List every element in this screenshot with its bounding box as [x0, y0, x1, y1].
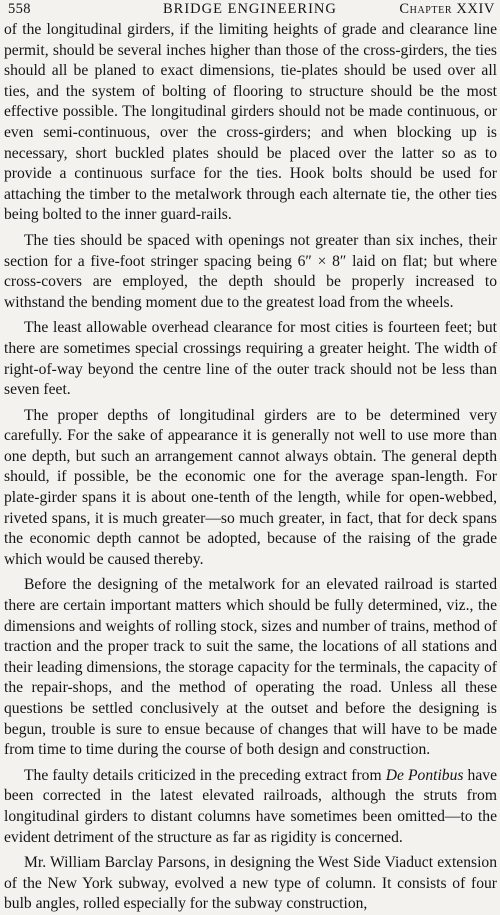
- faulty-text-after: have been corrected in the latest elevated railroads, although the struts from longitudinal girders to distant columns have sometimes been omitted—to the evident detriment of the structure as far as rigidity is concerned.: [4, 766, 497, 846]
- paragraph-girder-depths: The proper depths of longitudinal girders are to be determined very carefully. For the sake of appearance it is generally not well to use more than one depth, but such an arrangement cannot always obtain. The general depth should, if possible, be the economic one for the average span-length. For plate-girder spans it is about one-tenth of the length, while for open-webbed, riveted spans, it is much greater—so much greater, in fact, that for deck spans the economic depth cannot be adopted, because of the raising of the grade which would be caused thereby.: [4, 406, 497, 568]
- paragraph-clearance: The least allowable overhead clearance for most cities is fourteen feet; but there are sometimes special crossings requiring a greater height. The width of right-of-way beyond the centre line of the outer track should not be less than seven feet.: [4, 319, 497, 399]
- paragraph-continuation: of the longitudinal girders, if the limiting heights of grade and clearance line permit, should be several inches higher than those of the cross-girders, the ties should all be planed to exact dimensions, tie-plates should be used over all ties, and the system of bolting of flooring to structure should be the most effective possible. The longitudinal girders should not be made continuous, or even semi-continuous, over the cross-girders; and when blocking up is necessary, short buckled plates should be placed over the latter so as to provide a continuous surface for the ties. Hook bolts should be used for attaching the timber to the metalwork through each alternate tie, the other ties being bolted to the inner guard-rails.: [4, 21, 497, 224]
- faulty-text-before: The faulty details criticized in the preceding extract from: [24, 766, 386, 784]
- de-pontibus-title: De Pontibus: [385, 766, 464, 784]
- running-header: [4, 0, 497, 20]
- chapter-label: Chapter XXIV: [399, 1, 495, 17]
- body-text: [4, 20, 497, 915]
- page-number: 558: [8, 1, 31, 17]
- paragraph-before-designing: Before the designing of the metalwork for an elevated railroad is started there are certain important matters which should be fully determined, viz., the dimensions and weights of rolling stock, sizes and number of trains, method of traction and the proper track to suit the same, the locations of all stations and their leading dimensions, the storage capacity for the terminals, the capacity of the repair-shops, and the method of operating the road. Unless all these questions be settled conclusively at the outset and before the designing is begun, trouble is sure to ensue because of changes that will have to be made from time to time during the course of both design and construction.: [4, 576, 497, 759]
- paragraph-parsons: Mr. William Barclay Parsons, in designing the West Side Viaduct extension of the New York subway, evolved a new type of column. It consists of four bulb angles, rolled especially for the subway construction,: [4, 854, 497, 913]
- paragraph-faulty-details: [4, 766, 497, 848]
- running-title: BRIDGE ENGINEERING: [163, 1, 337, 17]
- paragraph-ties: The ties should be spaced with openings not greater than six inches, their section for a five-foot stringer spacing being 6″ × 8″ laid on flat; but where cross-covers are employed, the depth should be properly increased to withstand the bending moment due to the greatest load from the wheels.: [4, 231, 497, 311]
